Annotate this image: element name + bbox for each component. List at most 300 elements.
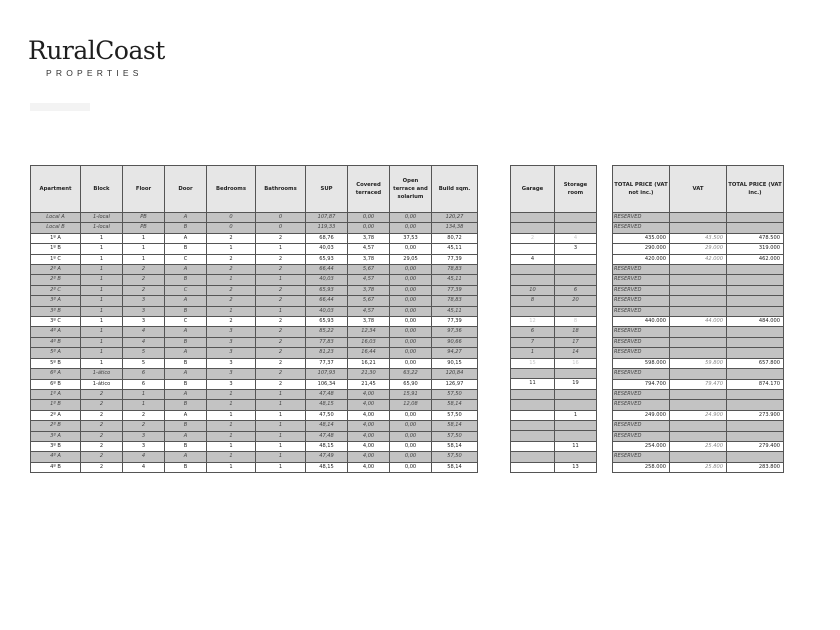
cell-covered-terraced: 4,00 bbox=[348, 452, 390, 462]
cell-sup: 65,93 bbox=[306, 254, 348, 264]
cell-price-with-vat bbox=[727, 275, 784, 285]
cell-block: 1 bbox=[81, 306, 123, 316]
cell-block: 1-local bbox=[81, 223, 123, 233]
cell-garage bbox=[511, 400, 555, 410]
cell-door: B bbox=[165, 275, 207, 285]
cell-storage: 20 bbox=[555, 296, 597, 306]
cell-floor: 1 bbox=[123, 254, 165, 264]
brand-subtitle: PROPERTIES bbox=[46, 68, 143, 78]
table-row bbox=[613, 337, 784, 347]
table-row bbox=[613, 400, 784, 410]
cell-vat: 79.470 bbox=[670, 379, 727, 389]
cell-sup: 107,87 bbox=[306, 213, 348, 223]
cell-open-terrace: 0,00 bbox=[390, 452, 432, 462]
cell-storage: 4 bbox=[555, 233, 597, 243]
cell-bedrooms: 3 bbox=[207, 379, 256, 389]
cell-bathrooms: 1 bbox=[256, 431, 306, 441]
table-row bbox=[31, 265, 478, 275]
cell-build-sqm: 57,50 bbox=[432, 452, 478, 462]
cell-bedrooms: 1 bbox=[207, 275, 256, 285]
table-row bbox=[31, 462, 478, 472]
cell-bedrooms: 0 bbox=[207, 213, 256, 223]
table-row bbox=[31, 285, 478, 295]
cell-bathrooms: 1 bbox=[256, 452, 306, 462]
header-sup: SUP bbox=[306, 166, 348, 213]
table-row bbox=[613, 441, 784, 451]
cell-block: 1 bbox=[81, 317, 123, 327]
cell-covered-terraced: 21,45 bbox=[348, 379, 390, 389]
cell-price-with-vat: 273.900 bbox=[727, 410, 784, 420]
table-row bbox=[613, 223, 784, 233]
table-row bbox=[31, 275, 478, 285]
cell-storage: 14 bbox=[555, 348, 597, 358]
cell-price-with-vat bbox=[727, 327, 784, 337]
cell-covered-terraced: 4,00 bbox=[348, 410, 390, 420]
table-row bbox=[613, 379, 784, 389]
cell-floor: 5 bbox=[123, 358, 165, 368]
cell-bathrooms: 2 bbox=[256, 337, 306, 347]
cell-open-terrace: 0,00 bbox=[390, 358, 432, 368]
table-row bbox=[31, 244, 478, 254]
cell-vat bbox=[670, 285, 727, 295]
cell-bathrooms: 0 bbox=[256, 213, 306, 223]
table-row bbox=[31, 348, 478, 358]
table-row bbox=[511, 306, 597, 316]
cell-floor: 3 bbox=[123, 441, 165, 451]
cell-sup: 68,76 bbox=[306, 233, 348, 243]
header-open-terrace: Open terrace and solarium bbox=[390, 166, 432, 213]
cell-covered-terraced: 4,57 bbox=[348, 306, 390, 316]
cell-floor: 2 bbox=[123, 265, 165, 275]
cell-bedrooms: 3 bbox=[207, 358, 256, 368]
cell-bedrooms: 2 bbox=[207, 254, 256, 264]
cell-floor: 2 bbox=[123, 285, 165, 295]
cell-apartment: 3º A bbox=[31, 431, 81, 441]
table-row bbox=[613, 244, 784, 254]
cell-sup: 85,22 bbox=[306, 327, 348, 337]
cell-door: B bbox=[165, 400, 207, 410]
cell-build-sqm: 45,11 bbox=[432, 306, 478, 316]
cell-garage bbox=[511, 421, 555, 431]
cell-build-sqm: 45,11 bbox=[432, 275, 478, 285]
table-row bbox=[613, 296, 784, 306]
cell-bedrooms: 2 bbox=[207, 317, 256, 327]
table-row bbox=[511, 369, 597, 379]
cell-bathrooms: 1 bbox=[256, 275, 306, 285]
cell-build-sqm: 134,38 bbox=[432, 223, 478, 233]
cell-vat: 59.800 bbox=[670, 358, 727, 368]
cell-block: 1 bbox=[81, 337, 123, 347]
cell-block: 1 bbox=[81, 254, 123, 264]
cell-vat bbox=[670, 306, 727, 316]
cell-price-no-vat: RESERVED bbox=[613, 327, 670, 337]
cell-price-no-vat: 598.000 bbox=[613, 358, 670, 368]
cell-floor: 2 bbox=[123, 410, 165, 420]
cell-apartment: 2º C bbox=[31, 285, 81, 295]
cell-price-with-vat bbox=[727, 389, 784, 399]
cell-door: C bbox=[165, 317, 207, 327]
table-row bbox=[613, 254, 784, 264]
cell-bedrooms: 2 bbox=[207, 265, 256, 275]
cell-bedrooms: 1 bbox=[207, 452, 256, 462]
cell-block: 1-local bbox=[81, 213, 123, 223]
cell-garage: 7 bbox=[511, 337, 555, 347]
cell-price-no-vat: RESERVED bbox=[613, 275, 670, 285]
table-row bbox=[31, 400, 478, 410]
cell-open-terrace: 0,00 bbox=[390, 285, 432, 295]
cell-price-with-vat: 283.800 bbox=[727, 462, 784, 472]
table-row bbox=[511, 379, 597, 389]
cell-door: A bbox=[165, 296, 207, 306]
header-price-no-vat: TOTAL PRICE (VAT not inc.) bbox=[613, 166, 670, 213]
cell-apartment: 1º A bbox=[31, 389, 81, 399]
cell-bedrooms: 1 bbox=[207, 400, 256, 410]
cell-floor: 1 bbox=[123, 400, 165, 410]
cell-covered-terraced: 4,00 bbox=[348, 400, 390, 410]
cell-door: B bbox=[165, 337, 207, 347]
table-row bbox=[613, 462, 784, 472]
cell-door: B bbox=[165, 441, 207, 451]
header-build-sqm: Build sqm. bbox=[432, 166, 478, 213]
cell-door: B bbox=[165, 244, 207, 254]
cell-bathrooms: 1 bbox=[256, 462, 306, 472]
cell-garage bbox=[511, 369, 555, 379]
cell-bedrooms: 2 bbox=[207, 233, 256, 243]
cell-price-no-vat: 258.000 bbox=[613, 462, 670, 472]
cell-storage bbox=[555, 421, 597, 431]
cell-price-no-vat: RESERVED bbox=[613, 348, 670, 358]
cell-floor: 3 bbox=[123, 296, 165, 306]
cell-garage: 1 bbox=[511, 348, 555, 358]
cell-apartment: 2º A bbox=[31, 265, 81, 275]
table-row bbox=[31, 421, 478, 431]
cell-block: 2 bbox=[81, 462, 123, 472]
table-row bbox=[511, 389, 597, 399]
cell-vat bbox=[670, 389, 727, 399]
header-door: Door bbox=[165, 166, 207, 213]
cell-apartment: 1º C bbox=[31, 254, 81, 264]
cell-price-no-vat: 435.000 bbox=[613, 233, 670, 243]
cell-bedrooms: 1 bbox=[207, 410, 256, 420]
cell-price-with-vat: 874.170 bbox=[727, 379, 784, 389]
cell-garage: 11 bbox=[511, 379, 555, 389]
cell-block: 2 bbox=[81, 452, 123, 462]
cell-price-no-vat: RESERVED bbox=[613, 213, 670, 223]
table-row bbox=[31, 358, 478, 368]
table-row bbox=[511, 431, 597, 441]
cell-block: 2 bbox=[81, 400, 123, 410]
cell-build-sqm: 94,27 bbox=[432, 348, 478, 358]
cell-covered-terraced: 4,00 bbox=[348, 431, 390, 441]
table-row bbox=[511, 462, 597, 472]
cell-price-no-vat: 254.000 bbox=[613, 441, 670, 451]
cell-bedrooms: 1 bbox=[207, 244, 256, 254]
cell-garage: 2 bbox=[511, 233, 555, 243]
table-row bbox=[511, 337, 597, 347]
cell-apartment: 3º B bbox=[31, 306, 81, 316]
table-row bbox=[511, 285, 597, 295]
header-covered-terraced: Covered terraced bbox=[348, 166, 390, 213]
cell-storage bbox=[555, 213, 597, 223]
table-row bbox=[31, 379, 478, 389]
cell-price-no-vat: 440.000 bbox=[613, 317, 670, 327]
cell-covered-terraced: 4,00 bbox=[348, 389, 390, 399]
cell-floor: 4 bbox=[123, 327, 165, 337]
cell-price-no-vat: 290.000 bbox=[613, 244, 670, 254]
table-row bbox=[31, 337, 478, 347]
cell-vat: 24.900 bbox=[670, 410, 727, 420]
table-row bbox=[613, 421, 784, 431]
cell-block: 1 bbox=[81, 348, 123, 358]
cell-floor: 1 bbox=[123, 389, 165, 399]
cell-storage: 1 bbox=[555, 410, 597, 420]
cell-price-no-vat: RESERVED bbox=[613, 337, 670, 347]
cell-covered-terraced: 12,34 bbox=[348, 327, 390, 337]
cell-open-terrace: 37,53 bbox=[390, 233, 432, 243]
cell-price-no-vat: RESERVED bbox=[613, 285, 670, 295]
table-row bbox=[31, 233, 478, 243]
cell-price-with-vat bbox=[727, 223, 784, 233]
cell-block: 2 bbox=[81, 431, 123, 441]
cell-vat: 29.000 bbox=[670, 244, 727, 254]
cell-sup: 81,23 bbox=[306, 348, 348, 358]
cell-storage bbox=[555, 389, 597, 399]
cell-vat bbox=[670, 327, 727, 337]
cell-build-sqm: 126,97 bbox=[432, 379, 478, 389]
apartments-table bbox=[30, 165, 478, 473]
cell-bathrooms: 2 bbox=[256, 285, 306, 295]
cell-sup: 66,44 bbox=[306, 265, 348, 275]
cell-bedrooms: 2 bbox=[207, 285, 256, 295]
cell-garage bbox=[511, 452, 555, 462]
cell-covered-terraced: 16,21 bbox=[348, 358, 390, 368]
cell-covered-terraced: 3,78 bbox=[348, 254, 390, 264]
cell-build-sqm: 77,39 bbox=[432, 285, 478, 295]
cell-bathrooms: 2 bbox=[256, 348, 306, 358]
cell-apartment: 4º B bbox=[31, 462, 81, 472]
cell-price-with-vat bbox=[727, 400, 784, 410]
table-row bbox=[511, 327, 597, 337]
cell-vat bbox=[670, 369, 727, 379]
cell-storage bbox=[555, 369, 597, 379]
cell-garage bbox=[511, 244, 555, 254]
cell-door: B bbox=[165, 379, 207, 389]
cell-price-no-vat: RESERVED bbox=[613, 265, 670, 275]
cell-block: 1 bbox=[81, 358, 123, 368]
table-row bbox=[31, 213, 478, 223]
table-row bbox=[613, 275, 784, 285]
cell-apartment: Local B bbox=[31, 223, 81, 233]
cell-door: A bbox=[165, 369, 207, 379]
cell-vat bbox=[670, 400, 727, 410]
table-row bbox=[31, 327, 478, 337]
cell-vat: 25.400 bbox=[670, 441, 727, 451]
table-row bbox=[613, 327, 784, 337]
brand-logo bbox=[28, 36, 165, 78]
cell-floor: 2 bbox=[123, 421, 165, 431]
cell-floor: 3 bbox=[123, 431, 165, 441]
cell-garage bbox=[511, 223, 555, 233]
cell-block: 1 bbox=[81, 265, 123, 275]
header-bathrooms: Bathrooms bbox=[256, 166, 306, 213]
cell-door: A bbox=[165, 431, 207, 441]
cell-block: 2 bbox=[81, 421, 123, 431]
cell-build-sqm: 120,27 bbox=[432, 213, 478, 223]
cell-bathrooms: 1 bbox=[256, 410, 306, 420]
cell-floor: 3 bbox=[123, 306, 165, 316]
cell-sup: 65,93 bbox=[306, 285, 348, 295]
cell-price-no-vat: RESERVED bbox=[613, 431, 670, 441]
cell-door: B bbox=[165, 462, 207, 472]
cell-bathrooms: 1 bbox=[256, 389, 306, 399]
cell-price-with-vat bbox=[727, 431, 784, 441]
cell-open-terrace: 0,00 bbox=[390, 296, 432, 306]
cell-build-sqm: 58,14 bbox=[432, 400, 478, 410]
cell-open-terrace: 12,08 bbox=[390, 400, 432, 410]
cell-sup: 48,15 bbox=[306, 462, 348, 472]
cell-bathrooms: 2 bbox=[256, 358, 306, 368]
cell-floor: 6 bbox=[123, 369, 165, 379]
cell-block: 1 bbox=[81, 296, 123, 306]
table-row bbox=[511, 348, 597, 358]
cell-garage: 4 bbox=[511, 254, 555, 264]
cell-storage: 6 bbox=[555, 285, 597, 295]
cell-storage: 13 bbox=[555, 462, 597, 472]
cell-vat bbox=[670, 348, 727, 358]
cell-storage: 8 bbox=[555, 316, 597, 326]
cell-sup: 40,03 bbox=[306, 244, 348, 254]
cell-apartment: 4º B bbox=[31, 337, 81, 347]
cell-bedrooms: 3 bbox=[207, 369, 256, 379]
cell-build-sqm: 57,50 bbox=[432, 389, 478, 399]
cell-sup: 65,93 bbox=[306, 317, 348, 327]
cell-open-terrace: 63,22 bbox=[390, 369, 432, 379]
cell-block: 2 bbox=[81, 410, 123, 420]
cell-price-with-vat bbox=[727, 265, 784, 275]
cell-vat: 44.000 bbox=[670, 317, 727, 327]
cell-open-terrace: 0,00 bbox=[390, 410, 432, 420]
cell-bathrooms: 2 bbox=[256, 379, 306, 389]
cell-price-with-vat bbox=[727, 285, 784, 295]
table-row bbox=[511, 410, 597, 420]
cell-price-with-vat bbox=[727, 296, 784, 306]
cell-open-terrace: 29,05 bbox=[390, 254, 432, 264]
table-row bbox=[31, 431, 478, 441]
table-row bbox=[613, 410, 784, 420]
cell-floor: 3 bbox=[123, 317, 165, 327]
table-row bbox=[31, 223, 478, 233]
cell-build-sqm: 57,50 bbox=[432, 410, 478, 420]
cell-bedrooms: 3 bbox=[207, 327, 256, 337]
header-apartment: Apartment bbox=[31, 166, 81, 213]
cell-vat: 43.500 bbox=[670, 233, 727, 243]
cell-apartment: 4º A bbox=[31, 327, 81, 337]
table-row bbox=[511, 254, 597, 264]
cell-garage bbox=[511, 265, 555, 275]
cell-floor: PB bbox=[123, 223, 165, 233]
header-block: Block bbox=[81, 166, 123, 213]
cell-price-no-vat: RESERVED bbox=[613, 400, 670, 410]
table-row bbox=[613, 285, 784, 295]
cell-sup: 48,15 bbox=[306, 400, 348, 410]
cell-price-no-vat: 249.000 bbox=[613, 410, 670, 420]
cell-vat bbox=[670, 431, 727, 441]
table-row bbox=[31, 452, 478, 462]
cell-covered-terraced: 4,00 bbox=[348, 462, 390, 472]
cell-price-with-vat bbox=[727, 452, 784, 462]
cell-block: 1 bbox=[81, 233, 123, 243]
cell-apartment: 1º A bbox=[31, 233, 81, 243]
cell-block: 1-ático bbox=[81, 369, 123, 379]
cell-apartment: 5º B bbox=[31, 358, 81, 368]
cell-build-sqm: 58,14 bbox=[432, 462, 478, 472]
cell-storage: 17 bbox=[555, 337, 597, 347]
table-row bbox=[31, 317, 478, 327]
cell-covered-terraced: 4,00 bbox=[348, 441, 390, 451]
cell-bathrooms: 2 bbox=[256, 317, 306, 327]
cell-floor: 1 bbox=[123, 244, 165, 254]
cell-price-with-vat bbox=[727, 348, 784, 358]
cell-apartment: 2º A bbox=[31, 410, 81, 420]
cell-door: C bbox=[165, 254, 207, 264]
cell-open-terrace: 0,00 bbox=[390, 431, 432, 441]
cell-floor: 4 bbox=[123, 337, 165, 347]
header-bedrooms: Bedrooms bbox=[207, 166, 256, 213]
cell-price-with-vat bbox=[727, 369, 784, 379]
cell-covered-terraced: 0,00 bbox=[348, 213, 390, 223]
cell-price-no-vat: RESERVED bbox=[613, 389, 670, 399]
cell-price-no-vat: RESERVED bbox=[613, 421, 670, 431]
table-row bbox=[511, 452, 597, 462]
cell-bedrooms: 3 bbox=[207, 348, 256, 358]
cell-floor: PB bbox=[123, 213, 165, 223]
cell-storage: 16 bbox=[555, 358, 597, 368]
cell-bathrooms: 0 bbox=[256, 223, 306, 233]
cell-floor: 5 bbox=[123, 348, 165, 358]
table-row bbox=[511, 265, 597, 275]
cell-open-terrace: 0,00 bbox=[390, 421, 432, 431]
cell-build-sqm: 90,15 bbox=[432, 358, 478, 368]
cell-garage: 10 bbox=[511, 285, 555, 295]
cell-door: B bbox=[165, 358, 207, 368]
cell-covered-terraced: 4,57 bbox=[348, 275, 390, 285]
table-row bbox=[613, 358, 784, 368]
cell-bedrooms: 1 bbox=[207, 389, 256, 399]
cell-bedrooms: 1 bbox=[207, 441, 256, 451]
cell-vat bbox=[670, 452, 727, 462]
cell-storage: 11 bbox=[555, 441, 597, 451]
cell-price-no-vat: RESERVED bbox=[613, 296, 670, 306]
table-row bbox=[511, 223, 597, 233]
table-row bbox=[31, 369, 478, 379]
cell-storage bbox=[555, 265, 597, 275]
cell-open-terrace: 0,00 bbox=[390, 265, 432, 275]
table-row bbox=[31, 389, 478, 399]
cell-block: 1 bbox=[81, 275, 123, 285]
table-row bbox=[511, 275, 597, 285]
header-price-with-vat: TOTAL PRICE (VAT inc.) bbox=[727, 166, 784, 213]
cell-covered-terraced: 5,67 bbox=[348, 265, 390, 275]
garage-storage-table bbox=[510, 165, 597, 473]
cell-storage bbox=[555, 431, 597, 441]
cell-garage bbox=[511, 431, 555, 441]
cell-door: A bbox=[165, 213, 207, 223]
cell-garage: 8 bbox=[511, 296, 555, 306]
cell-door: A bbox=[165, 452, 207, 462]
cell-apartment: 2º B bbox=[31, 421, 81, 431]
cell-price-no-vat: RESERVED bbox=[613, 452, 670, 462]
cell-open-terrace: 0,00 bbox=[390, 327, 432, 337]
